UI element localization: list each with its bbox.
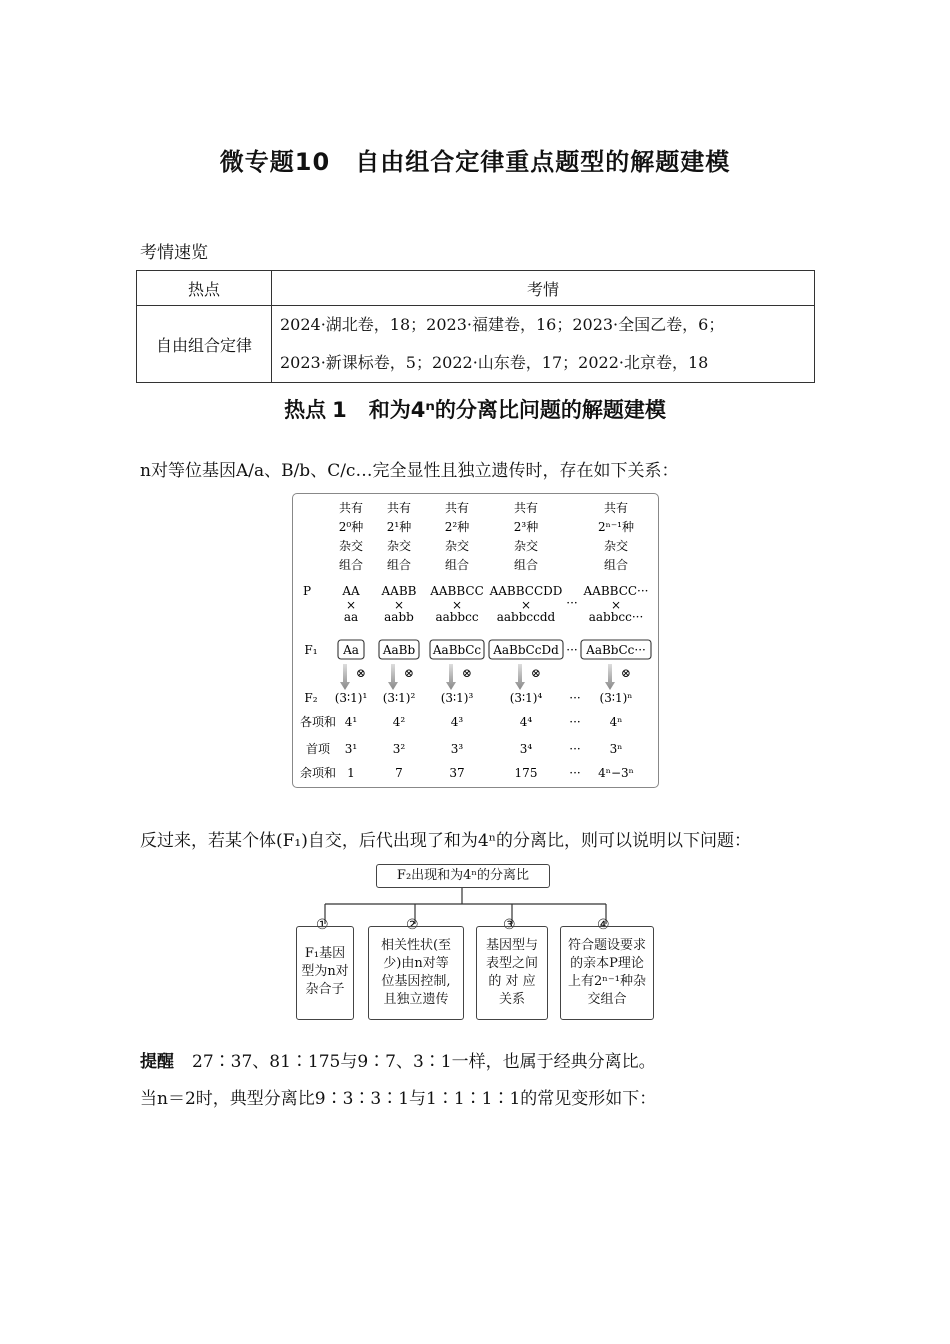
hotspot-heading xyxy=(0,394,950,424)
box-line: 表型之间 xyxy=(485,956,538,971)
sum-value: 4¹ xyxy=(344,715,358,729)
column-header-line: 杂交 xyxy=(338,539,364,553)
box-line: 交组合 xyxy=(587,992,627,1007)
hotspot-prefix: 热点 xyxy=(284,398,327,422)
parent-genotype-dominant: AABBCC xyxy=(430,584,484,598)
down-arrow-icon xyxy=(388,664,398,690)
cross-symbol: × xyxy=(451,598,463,612)
row-label-f2: F₂ xyxy=(304,691,318,705)
column-header-line: 2⁰种 xyxy=(338,520,364,534)
conclusion-box-2 xyxy=(368,926,464,1020)
f2-ratio: (3∶1)⁴ xyxy=(509,691,543,705)
column-header-line: 组合 xyxy=(513,558,539,572)
f1-genotype: AaBbCc xyxy=(432,643,482,657)
column-header-line: 共有 xyxy=(386,501,412,515)
parent-genotype-recessive: aabb xyxy=(384,610,414,624)
selfing-symbol: ⊗ xyxy=(461,666,473,680)
ellipsis: ··· xyxy=(566,643,578,657)
f2-ratio: (3∶1)³ xyxy=(440,691,474,705)
tip-label: 提醒 xyxy=(140,1052,174,1072)
row-label-sum: 各项和 xyxy=(299,715,337,729)
node-number: ② xyxy=(406,917,419,933)
column-header-line: 共有 xyxy=(513,501,539,515)
f2-ratio: (3∶1)ⁿ xyxy=(599,691,633,705)
exam-table xyxy=(136,270,815,383)
conclusion-box-4 xyxy=(560,926,654,1020)
down-arrow-icon xyxy=(605,664,615,690)
sum-value: 4² xyxy=(392,715,406,729)
box-line: 相关性状(至 xyxy=(380,938,452,953)
table-cell-exams xyxy=(272,306,815,383)
parent-genotype-recessive: aabbccdd xyxy=(496,610,556,624)
f2-ratio: (3∶1)² xyxy=(382,691,416,705)
paragraph-2: 反过来，若某个体(F₁)自交，后代出现了和为4ⁿ的分离比，则可以说明以下问题： xyxy=(140,831,752,851)
ellipsis: ··· xyxy=(569,766,581,780)
column-header-line: 杂交 xyxy=(386,539,412,553)
inheritance-diagram xyxy=(292,493,659,788)
table-row xyxy=(137,306,815,383)
selfing-symbol: ⊗ xyxy=(620,666,632,680)
box-line: 少)由n对等 xyxy=(383,956,449,971)
exam-line-1: 2024·湖北卷，18；2023·福建卷，16；2023·全国乙卷，6； xyxy=(280,315,725,334)
paragraph-3: 当n＝2时，典型分离比9∶3∶3∶1与1∶1∶1∶1的常见变形如下： xyxy=(140,1089,657,1109)
rest-sum-value: 4ⁿ−3ⁿ xyxy=(598,766,634,780)
tip xyxy=(140,1047,656,1072)
rest-sum-value: 1 xyxy=(347,766,355,780)
node-number: ① xyxy=(316,917,329,933)
cross-symbol: × xyxy=(345,598,357,612)
box-line: 符合题设要求 xyxy=(567,938,646,953)
column-header-line: 2²种 xyxy=(444,520,470,534)
f2-ratio: (3∶1)¹ xyxy=(334,691,368,705)
box-line: 的 对 应 xyxy=(488,974,536,989)
conclusion-diagram xyxy=(296,860,656,1025)
column-header-line: 共有 xyxy=(444,501,470,515)
node-number: ③ xyxy=(503,917,516,933)
first-term-value: 3¹ xyxy=(344,742,358,756)
cross-symbol: × xyxy=(520,598,532,612)
ellipsis: ··· xyxy=(569,742,581,756)
column-header-line: 组合 xyxy=(386,558,412,572)
table-cell-topic: 自由组合定律 xyxy=(137,306,272,383)
table-header-row xyxy=(137,271,815,306)
column-header-line: 杂交 xyxy=(444,539,470,553)
rest-sum-value: 7 xyxy=(395,766,403,780)
column-header-line: 共有 xyxy=(338,501,364,515)
box-line: 关系 xyxy=(498,992,525,1007)
parent-genotype-dominant: AABB xyxy=(381,584,417,598)
table-header: 热点 xyxy=(137,271,272,306)
f1-genotype: Aa xyxy=(343,643,359,657)
selfing-symbol: ⊗ xyxy=(530,666,542,680)
ellipsis: ··· xyxy=(569,691,581,705)
column-header-line: 组合 xyxy=(444,558,470,572)
f1-genotype: AaBbCcDd xyxy=(493,643,559,657)
box-line: F₁基因 xyxy=(304,946,346,961)
f1-genotype: AaBbCc··· xyxy=(586,643,646,657)
first-term-value: 3ⁿ xyxy=(609,742,623,756)
conclusion-box-1 xyxy=(296,926,354,1020)
rest-sum-value: 37 xyxy=(449,766,465,780)
parent-genotype-recessive: aabbcc xyxy=(435,610,479,624)
column-header-line: 杂交 xyxy=(513,539,539,553)
column-header-line: 2ⁿ⁻¹种 xyxy=(598,520,634,534)
first-term-value: 3⁴ xyxy=(519,742,533,756)
exam-line-2: 2023·新课标卷，5；2022·山东卷，17；2022·北京卷，18 xyxy=(280,353,709,372)
parent-genotype-dominant: AABBCCDD xyxy=(489,584,563,598)
inheritance-diagram-svg xyxy=(293,494,658,787)
down-arrow-icon xyxy=(446,664,456,690)
column-header-line: 共有 xyxy=(603,501,629,515)
box-line: 位基因控制, xyxy=(381,974,451,989)
table-header: 考情 xyxy=(272,271,815,306)
sum-value: 4³ xyxy=(450,715,464,729)
conclusion-box-3 xyxy=(476,926,548,1020)
parent-genotype-dominant: AABBCC··· xyxy=(583,584,649,598)
rest-sum-value: 175 xyxy=(514,766,538,780)
parent-genotype-dominant: AA xyxy=(342,584,360,598)
selfing-symbol: ⊗ xyxy=(403,666,415,680)
selfing-symbol: ⊗ xyxy=(355,666,367,680)
row-label-f1: F₁ xyxy=(304,643,318,657)
tip-text: 27∶37、81∶175与9∶7、3∶1一样，也属于经典分离比。 xyxy=(192,1052,656,1072)
column-header-line: 组合 xyxy=(603,558,629,572)
box-line: 的亲本P理论 xyxy=(570,956,644,971)
box-line: 基因型与 xyxy=(485,938,538,953)
cross-symbol: × xyxy=(610,598,622,612)
hotspot-title: 和为4ⁿ的分离比问题的解题建模 xyxy=(368,398,666,422)
node-number: ④ xyxy=(597,917,610,933)
column-header-line: 2¹种 xyxy=(386,520,412,534)
box-line: 型为n对 xyxy=(301,964,349,979)
parent-genotype-recessive: aa xyxy=(343,610,359,624)
paragraph-1: n对等位基因A/a、B/b、C/c…完全显性且独立遗传时，存在如下关系： xyxy=(140,461,679,481)
page-title: 微专题10 自由组合定律重点题型的解题建模 xyxy=(219,148,731,176)
sum-value: 4⁴ xyxy=(519,715,533,729)
first-term-value: 3² xyxy=(392,742,406,756)
cross-symbol: × xyxy=(393,598,405,612)
f1-genotype: AaBb xyxy=(382,643,416,657)
ellipsis: ··· xyxy=(569,715,581,729)
first-term-value: 3³ xyxy=(450,742,464,756)
down-arrow-icon xyxy=(515,664,525,690)
ellipsis: ··· xyxy=(566,596,578,610)
box-line: 杂合子 xyxy=(305,982,345,997)
parent-genotype-recessive: aabbcc··· xyxy=(588,610,644,624)
hotspot-num: 1 xyxy=(332,398,347,422)
box-line: 上有2ⁿ⁻¹种杂 xyxy=(568,974,646,989)
down-arrow-icon xyxy=(340,664,350,690)
column-header-line: 组合 xyxy=(338,558,364,572)
section-label: 考情速览 xyxy=(140,243,208,263)
row-label-first: 首项 xyxy=(305,742,331,756)
column-header-line: 2³种 xyxy=(513,520,539,534)
box-line: 且独立遗传 xyxy=(383,992,449,1007)
root-box: F₂出现和为4ⁿ的分离比 xyxy=(376,864,550,888)
row-label-rest: 余项和 xyxy=(299,766,337,780)
row-label-p: P xyxy=(302,584,312,598)
sum-value: 4ⁿ xyxy=(609,715,623,729)
column-header-line: 杂交 xyxy=(603,539,629,553)
